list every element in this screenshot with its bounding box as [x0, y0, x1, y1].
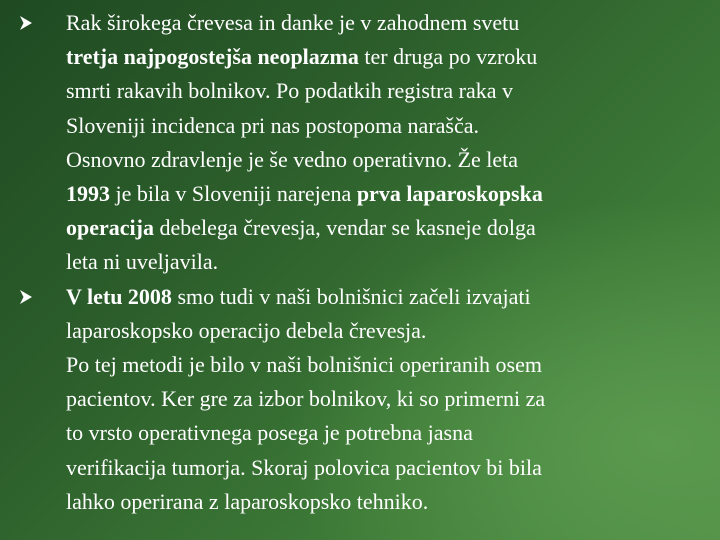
text-line: leta ni uveljavila. — [66, 249, 219, 275]
emphasis-text: 1993 — [66, 181, 110, 207]
text-line: verifikacija tumorja. Skoraj polovica pacientov bi bila — [66, 454, 542, 480]
text-line: Po tej metodi je bilo v naši bolnišnici operiranih osem — [66, 352, 542, 378]
text-line: Osnovno zdravlenje je še vedno operativno. Že leta — [66, 146, 519, 172]
text-line: tretja najpogostejša neoplazma ter druga po vzroku — [66, 44, 538, 70]
text-line: smrti rakavih bolnikov. Po podatkih registra raka v — [66, 78, 514, 104]
arrowhead-bullet-icon — [18, 280, 34, 314]
text-line: Rak širokega črevesa in danke je v zahodnem svetu — [66, 10, 520, 35]
text-line: Sloveniji incidenca pri nas postopoma narašča. — [66, 112, 479, 138]
emphasis-text: V letu 2008 — [66, 283, 172, 309]
text-line: 1993 je bila v Sloveniji narejena prva laparoskopska — [66, 181, 543, 207]
text-line: V letu 2008 smo tudi v naši bolnišnici začeli izvajati — [66, 283, 531, 309]
text-line: to vrsto operativnega posega je potrebna jasna — [66, 420, 473, 446]
bullet-item-colorectal-cancer — [18, 6, 698, 280]
arrowhead-bullet-icon — [18, 6, 34, 40]
emphasis-text: operacija — [66, 215, 154, 241]
bullet-item-year-2008 — [18, 280, 698, 519]
emphasis-text: prva laparoskopska — [356, 181, 543, 207]
text-line: laparoskopsko operacijo debela črevesja. — [66, 317, 427, 343]
emphasis-text: tretja najpogostejša neoplazma — [66, 44, 359, 70]
text-line: pacientov. Ker gre za izbor bolnikov, ki so primerni za — [66, 386, 546, 412]
text-line: lahko operirana z laparoskopsko tehniko. — [66, 488, 429, 514]
bullet-list — [18, 6, 698, 519]
text-line: operacija debelega črevesja, vendar se kasneje dolga — [66, 215, 536, 241]
